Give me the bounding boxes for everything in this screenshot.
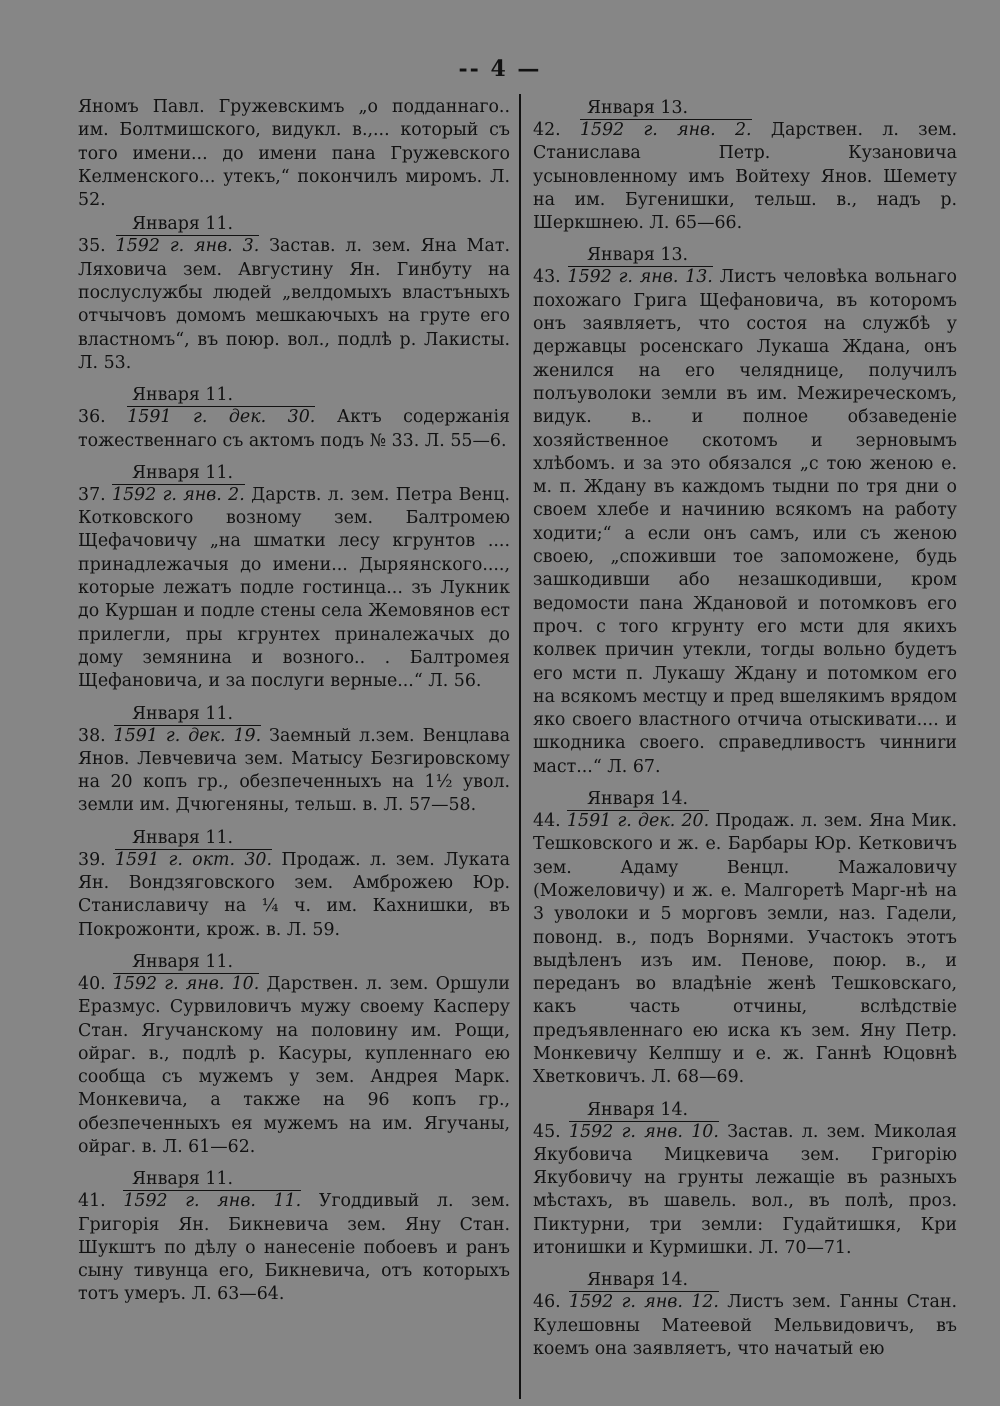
- left-entries: [78, 214, 510, 1306]
- entry-date-heading: [78, 828, 510, 849]
- entry-date-heading: [78, 704, 510, 725]
- entry-description: Дарствен. л. зем. Станислава Петр. Кузановича усыновленному имъ Войтеху Янов. Шемету на им. Бугенишки, тельш. в., надъ р. Шеркшнею. Л. 65—66.: [533, 120, 957, 234]
- register-entry: [78, 214, 510, 375]
- entry-date-heading: [78, 385, 510, 406]
- entry-description: Актъ содержанія тожественнаго съ актомъ подъ № 33. Л. 55—6.: [78, 407, 511, 451]
- page-number: -- 4 —: [458, 56, 542, 82]
- entry-description: Дарств. л. зем. Петра Венц. Котковского возному зем. Балтромею Щефачовичу „на шматки лесу кгрунтов .... принадлежачыя до имени... Дыряянского...., которые лежатъ подле гостинца... зъ Лукник до Куршан и подле стены села Жемовянов ест прилегли, пры кгрунтех принaлежачых до дому земянина и возного.. . Балтромея Щефановича, и за послуги верные...“ Л. 56.: [78, 484, 511, 692]
- left-column: [78, 96, 510, 1317]
- register-entry: [78, 952, 510, 1159]
- entry-date: Января 13.: [587, 98, 689, 118]
- entry-number: 42.: [533, 120, 561, 140]
- entry-description: Продаж. л. зем. Луката Ян. Вондзяговского зем. Амброжею Юр. Станиславичу на ¼ ч. им. Кахнишки, въ Покрожонти, крож. в. Л. 59.: [78, 849, 510, 940]
- entry-description: Листъ зем. Ганны Стан. Кулешовны Матеевой Мельвидовичъ, въ коемъ она заявляетъ, что начатый ею: [533, 1292, 958, 1359]
- continuation-text: Яномъ Павл. Гружевскимъ „о подданнаго.. им. Болтмишского, видукл. в.,... который съ того имени... до имени пана Гружевского Келменского... утекъ,“ покончилъ миромъ. Л. 52.: [78, 97, 510, 211]
- entry-number: 44.: [533, 811, 561, 832]
- entry-number: 45.: [533, 1121, 561, 1142]
- right-entries: [533, 98, 957, 1361]
- register-entry: [78, 463, 510, 694]
- register-entry: [78, 385, 510, 453]
- entry-date: Января 11.: [132, 703, 234, 724]
- entry-document-date: 1591 г. дек. 20.: [566, 811, 710, 832]
- column-divider: [519, 94, 521, 1399]
- register-entry: [533, 789, 957, 1090]
- entry-document-date: 1592 г. янв. 12.: [569, 1292, 719, 1313]
- entry-description: Застав. л. зем. Яна Мат. Ляховича зем. Августину Ян. Гинбуту на послуслужбы людей „велдомыхъ властъныхъ отчычовъ домомъ мешкаючыхъ на груте его властномъ“, въ поюр. вол., подлѣ р. Лакисты. Л. 53.: [78, 236, 510, 373]
- entry-date: Января 14.: [587, 1270, 689, 1291]
- register-entry: [533, 245, 957, 779]
- register-entry: [533, 1270, 957, 1361]
- entry-number: 46.: [533, 1292, 561, 1313]
- entry-document-date: 1591 г. окт. 30.: [114, 849, 273, 870]
- entry-document-date: 1591 г. дек. 19.: [113, 725, 262, 746]
- entry-description: Дарствен. л. зем. Оршули Еразмус. Сурвиловичъ мужу своему Каcперу Стан. Ягучанскому на половину им. Рощи, ойраг. в., подлѣ р. Касуры, купленнаго ею сообща съ мужемъ у зем. Андрея Марк. Монкевича, а также на 96 копъ гр., обезпеченныхъ ея мужемъ на им. Ягучаны, ойраг. в. Л. 61—62.: [78, 973, 511, 1157]
- register-entry: [78, 704, 510, 818]
- entry-date-heading: [78, 952, 510, 973]
- entry-date: Января 13.: [587, 245, 689, 266]
- entry-text: [78, 406, 510, 453]
- entry-text: [533, 810, 957, 1090]
- entry-date: Января 11.: [132, 385, 234, 406]
- entry-date: Января 11.: [132, 1169, 234, 1190]
- register-entry: [78, 1169, 510, 1306]
- entry-text: [78, 484, 510, 694]
- entry-date-heading: [533, 1270, 957, 1291]
- entry-description: Продаж. л. зем. Яна Мик. Тешковского и ж. е. Барбары Юр. Кетковичъ зем. Адаму Венцл. Мажаловичу (Можеловичу) и ж. е. Малгоретѣ Марг-нѣ на 3 уволоки и 5 морговъ земли, наз. Гадели, повонд. в., подъ Ворнями. Участокъ этотъ выдѣленъ изъ им. Пенове, поюр. в., и переданъ во владѣніе женѣ Тешковскаго, какъ часть отчины, вслѣдствіе предъявленнаго ею иска къ зем. Яну Петр. Монкевичу Келпшу и е. ж. Ганнѣ Юцовнѣ Хветковичъ. Л. 68—69.: [533, 811, 958, 1088]
- entry-description: Застав. л. зем. Миколая Якубовича Мицкевича зем. Григорію Якубовичу на грунты лежащіе въ разныхъ мѣстахъ, въ шавель. вол., въ полѣ, проз. Пиктурни, три земли: Гудайтишкя, Кри итонишки и Курмишки. Л. 70—71.: [533, 1121, 958, 1259]
- entry-date: Января 11.: [132, 462, 234, 483]
- entry-description: Заемный л.зем. Венцлава Янов. Левчевича зем. Матысу Безгировскому на 20 копъ гр., обезпеченныхъ на 1½ увол. земли им. Дчюгеняны, тельш. в. Л. 57—58.: [78, 725, 510, 816]
- entry-number: 38.: [78, 725, 106, 746]
- entry-text: [78, 1190, 510, 1306]
- entry-date: Января 11.: [132, 214, 234, 235]
- entry-date-heading: [533, 1100, 957, 1121]
- entry-number: 37.: [78, 484, 106, 505]
- entry-number: 43.: [533, 267, 561, 288]
- entry-text: [78, 725, 510, 818]
- entry-document-date: 1591 г. дек. 30.: [127, 407, 316, 428]
- entry-text: [78, 235, 510, 375]
- entry-text: [78, 973, 510, 1159]
- entry-number: 36.: [78, 407, 106, 428]
- entry-number: 35.: [78, 236, 106, 257]
- entry-date-heading: [533, 245, 957, 266]
- entry-date: Января 11.: [132, 951, 234, 972]
- entry-description: Угоддивый л. зем. Григорія Ян. Бикневича зем. Яну Стан. Шукштъ по дѣлу о нанесеніе побоевъ и ранъ сыну тивунца его, Бикневича, отъ которыхъ тотъ умеръ. Л. 63—64.: [78, 1191, 510, 1305]
- entry-document-date: 1592 г. янв. 10.: [569, 1121, 719, 1142]
- entry-number: 39.: [78, 849, 106, 870]
- entry-text: [533, 266, 957, 779]
- entry-number: 41.: [78, 1191, 106, 1212]
- register-entry: [533, 98, 957, 235]
- entry-text: [78, 849, 510, 942]
- entry-text: [533, 1291, 957, 1361]
- entry-document-date: 1592 г. янв. 2.: [112, 484, 245, 505]
- entry-date-heading: [78, 214, 510, 235]
- entry-document-date: 1592 г. янв. 11.: [123, 1191, 302, 1212]
- entry-text: [533, 1121, 957, 1261]
- entry-date-heading: [533, 789, 957, 810]
- register-entry: [533, 1100, 957, 1261]
- right-column: [533, 96, 957, 1371]
- entry-document-date: 1592 г. янв. 2.: [579, 120, 752, 140]
- entry-document-date: 1592 г. янв. 13.: [567, 267, 713, 288]
- entry-date-heading: [78, 1169, 510, 1190]
- entry-description: Листъ человѣка вольнаго похожаго Грига Щефановича, въ которомъ онъ заявляетъ, что состоя на службѣ у державцы росенскаго Лукаша Ждана, онъ женился на его челяднице, получилъ полъуволоки земли въ им. Межиреческомъ, видук. в.. и полное обзаведеніе хозяйственное скотомъ и зерновымъ хлѣбомъ. и за это обязался „с тою женою е. м. п. Ждану въ каждомъ тыдни по тря дни о своем хлебе и начинию всякомъ на работу ходити;“ а если онъ самъ, или съ женою своею, „споживши тое запоможене, будь зашкодивши або незашкодивши, кром ведомости пана Ждановой и потомковъ его проч. с того кгрунту его мсти для якихъ колвек причин утекли, тогды вольно будетъ его мсти п. Лукашу Ждану и потомком его на всякомъ местцу и пред вшелякимъ врядом яко своего властного отчича отыскивати.... и шкодника своего. справедливостъ чинниrи маст...“ Л. 67.: [533, 267, 957, 777]
- entry-date-heading: [78, 463, 510, 484]
- entry-number: 40.: [78, 973, 106, 994]
- entry-document-date: 1592 г. янв. 3.: [115, 236, 260, 257]
- entry-text: [533, 119, 957, 235]
- entry-document-date: 1592 г. янв. 10.: [112, 973, 260, 994]
- entry-date-heading: [533, 98, 957, 119]
- register-entry: [78, 828, 510, 942]
- entry-date: Января 11.: [132, 827, 234, 848]
- entry-date: Января 14.: [587, 789, 689, 810]
- entry-date: Января 14.: [587, 1099, 689, 1120]
